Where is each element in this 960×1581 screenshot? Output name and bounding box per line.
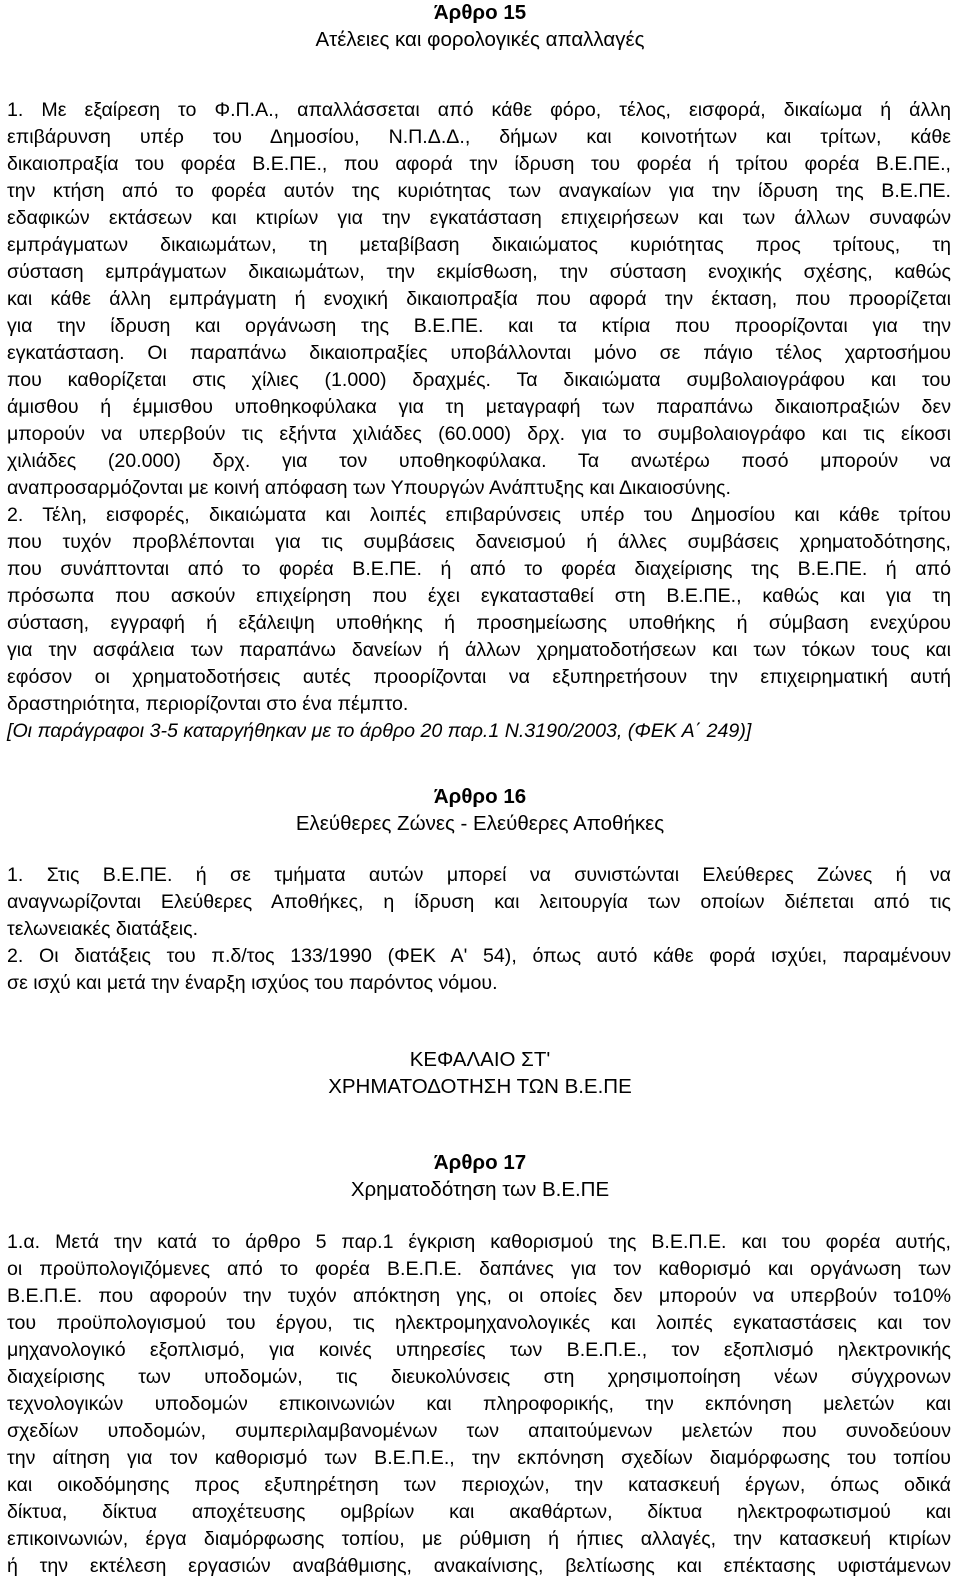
text-line: σε ισχύ και μετά την έναρξη ισχύος του παρόντος νόμου. xyxy=(7,972,498,994)
text-line: άμισθου ή έμμισθου υποθηκοφύλακα για τη μεταγραφή των παραπάνω δικαιοπραξιών δεν xyxy=(7,396,951,418)
text-line: 1. Στις Β.Ε.ΠΕ. ή σε τμήματα αυτών μπορεί να συνιστώνται Ελεύθερες Ζώνες ή να xyxy=(7,864,951,886)
text-line: την αίτηση για τον καθορισμό των Β.Ε.Π.Ε., την εκπόνηση σχεδίων διαμόρφωσης του τοπίου xyxy=(7,1447,951,1469)
text-line: Β.Ε.Π.Ε. που αφορούν την τυχόν απόκτηση γης, οι οποίες δεν μπορούν να υπερβούν το10% xyxy=(7,1285,951,1307)
text-line: δραστηριότητα, περιορίζονται στο ένα πέμπτο. xyxy=(7,693,409,715)
text-line: αναπροσαρμόζονται με κοινή απόφαση των Υπουργών Ανάπτυξης και Δικαιοσύνης. xyxy=(7,477,731,499)
text-line: σύσταση εμπράγματων δικαιωμάτων, την εκμίσθωση, την σύσταση ενοχικής σχέσης, καθώς xyxy=(7,261,951,283)
text-line: 1.α. Μετά την κατά το άρθρο 5 παρ.1 έγκριση καθορισμού της Β.Ε.Π.Ε. και του φορέα αυτής, xyxy=(7,1231,951,1253)
text-line: οι προϋπολογιζόμενες από το φορέα Β.Ε.Π.Ε. δαπάνες για τον καθορισμό και οργάνωση των xyxy=(7,1258,951,1280)
text-line: εφόσον οι χρηματοδοτήσεις αυτές προορίζονται να εξυπηρετήσουν την επιχειρηματική αυτή xyxy=(7,666,951,688)
text-line: μπορούν να υπερβούν τις εξήντα χιλιάδες (60.000) δρχ. για το συμβολαιογράφο και τις είκοσι xyxy=(7,423,951,445)
text-line: 1. Με εξαίρεση το Φ.Π.Α., απαλλάσσεται από κάθε φόρο, τέλος, εισφορά, δικαίωμα ή άλλη xyxy=(7,99,951,121)
text-line: πρόσωπα που ασκούν επιχείρηση που έχει εγκατασταθεί στη Β.Ε.ΠΕ., καθώς και για τη xyxy=(7,585,951,607)
chapter-number: ΚΕΦΑΛΑΙΟ ΣΤ' xyxy=(409,1048,551,1071)
text-line: 2. Οι διατάξεις του π.δ/τος 133/1990 (ΦΕΚ Α' 54), όπως αυτό κάθε φορά ισχύει, παραμένουν xyxy=(7,945,951,967)
text-line: τελωνειακές διατάξεις. xyxy=(7,918,199,940)
text-line: σχεδίων υποδομών, συμπεριλαμβανομένων των απαιτούμενων μελετών που συνοδεύουν xyxy=(7,1420,951,1442)
article-15-subtitle: Ατέλειες και φορολογικές απαλλαγές xyxy=(315,28,645,51)
article-16-subtitle: Ελεύθερες Ζώνες - Ελεύθερες Αποθήκες xyxy=(295,812,665,835)
text-line: που συνάπτονται από το φορέα Β.Ε.ΠΕ. ή από το φορέα διαχείρισης της Β.Ε.ΠΕ. ή από xyxy=(7,558,951,580)
text-line: εγκατάσταση. Οι παραπάνω δικαιοπραξίες υποβάλλονται μόνο σε πάγιο τέλος χαρτοσήμου xyxy=(7,342,951,364)
repeal-note: [Οι παράγραφοι 3-5 καταργήθηκαν με το άρθρο 20 παρ.1 Ν.3190/2003, (ΦΕΚ Α΄ 249)] xyxy=(7,720,752,742)
text-line: και κάθε άλλη εμπράγματη ή ενοχική δικαιοπραξία που αφορά την έκταση, που προορίζεται xyxy=(7,288,951,310)
text-line: την κτήση από το φορέα αυτόν της κυριότητας των αναγκαίων για την ίδρυση της Β.Ε.ΠΕ. xyxy=(7,180,951,202)
article-16-title: Άρθρο 16 xyxy=(433,785,527,808)
text-line: για την ασφάλεια των παραπάνω δανείων ή άλλων χρηματοδοτήσεων και των τόκων τους και xyxy=(7,639,951,661)
article-17-subtitle: Χρηματοδότηση των Β.Ε.ΠΕ xyxy=(350,1178,610,1201)
text-line: του προϋπολογισμού του έργου, τις ηλεκτρομηχανολογικές και λοιπές εγκαταστάσεις και τον xyxy=(7,1312,951,1334)
article-15-title: Άρθρο 15 xyxy=(433,1,527,24)
text-line: επιβάρυνση υπέρ του Δημοσίου, Ν.Π.Δ.Δ., δήμων και κοινοτήτων και τρίτων, κάθε xyxy=(7,126,951,148)
text-line: για την ίδρυση και οργάνωση της Β.Ε.ΠΕ. και τα κτίρια που προορίζονται για την xyxy=(7,315,951,337)
text-line: που τυχόν προβλέπονται για τις συμβάσεις δανεισμού ή άλλες συμβάσεις χρηματοδότησης, xyxy=(7,531,951,553)
text-line: επικοινωνιών, έργα διαμόρφωσης τοπίου, με ρύθμιση ή ήπιες αλλαγές, την κατασκευή κτιρίων xyxy=(7,1528,951,1550)
text-line: εδαφικών εκτάσεων και κτιρίων για την εγκατάσταση επιχειρήσεων και των άλλων συναφών xyxy=(7,207,951,229)
text-line: και οικοδόμησης προς εξυπηρέτηση των περιοχών, την κατασκευή έργων, όπως οδικά xyxy=(7,1474,951,1496)
article-17-title: Άρθρο 17 xyxy=(433,1151,527,1174)
text-line: χιλιάδες (20.000) δρχ. για τον υποθηκοφύλακα. Τα ανωτέρω ποσό μπορούν να xyxy=(7,450,951,472)
text-line: δίκτυα, δίκτυα αποχέτευσης ομβρίων και ακαθάρτων, δίκτυα ηλεκτροφωτισμού και xyxy=(7,1501,951,1523)
text-line: ή την εκτέλεση εργασιών αναβάθμισης, ανακαίνισης, βελτίωσης και επέκτασης υφιστάμενων xyxy=(7,1555,951,1577)
text-line: 2. Τέλη, εισφορές, δικαιώματα και λοιπές επιβαρύνσεις υπέρ του Δημοσίου και κάθε τρίτου xyxy=(7,504,951,526)
text-line: διαχείρισης των υποδομών, τις διευκολύνσεις στη χρησιμοποίηση νέων σύγχρονων xyxy=(7,1366,951,1388)
chapter-title: ΧΡΗΜΑΤΟΔΟΤΗΣΗ ΤΩΝ Β.Ε.ΠΕ xyxy=(328,1075,632,1098)
text-line: μηχανολογικό εξοπλισμό, για κοινές υπηρεσίες των Β.Ε.Π.Ε., τον εξοπλισμό ηλεκτρονικής xyxy=(7,1339,951,1361)
text-line: που καθορίζεται στις χίλιες (1.000) δραχμές. Τα δικαιώματα συμβολαιογράφου και του xyxy=(7,369,951,391)
text-line: τεχνολογικών υποδομών επικοινωνιών και πληροφορικής, την εκπόνηση μελετών και xyxy=(7,1393,951,1415)
text-line: σύσταση, εγγραφή ή εξάλειψη υποθήκης ή προσημείωσης υποθήκης ή σύμβαση ενεχύρου xyxy=(7,612,951,634)
text-line: δικαιοπραξία του φορέα Β.Ε.ΠΕ., που αφορά την ίδρυση του φορέα ή τρίτου φορέα Β.Ε.ΠΕ., xyxy=(7,153,951,175)
text-line: εμπράγματων δικαιωμάτων, τη μεταβίβαση δικαιώματος κυριότητας προς τρίτους, τη xyxy=(7,234,951,256)
text-line: αναγνωρίζονται Ελεύθερες Αποθήκες, η ίδρυση και λειτουργία των οποίων διέπεται από τις xyxy=(7,891,951,913)
